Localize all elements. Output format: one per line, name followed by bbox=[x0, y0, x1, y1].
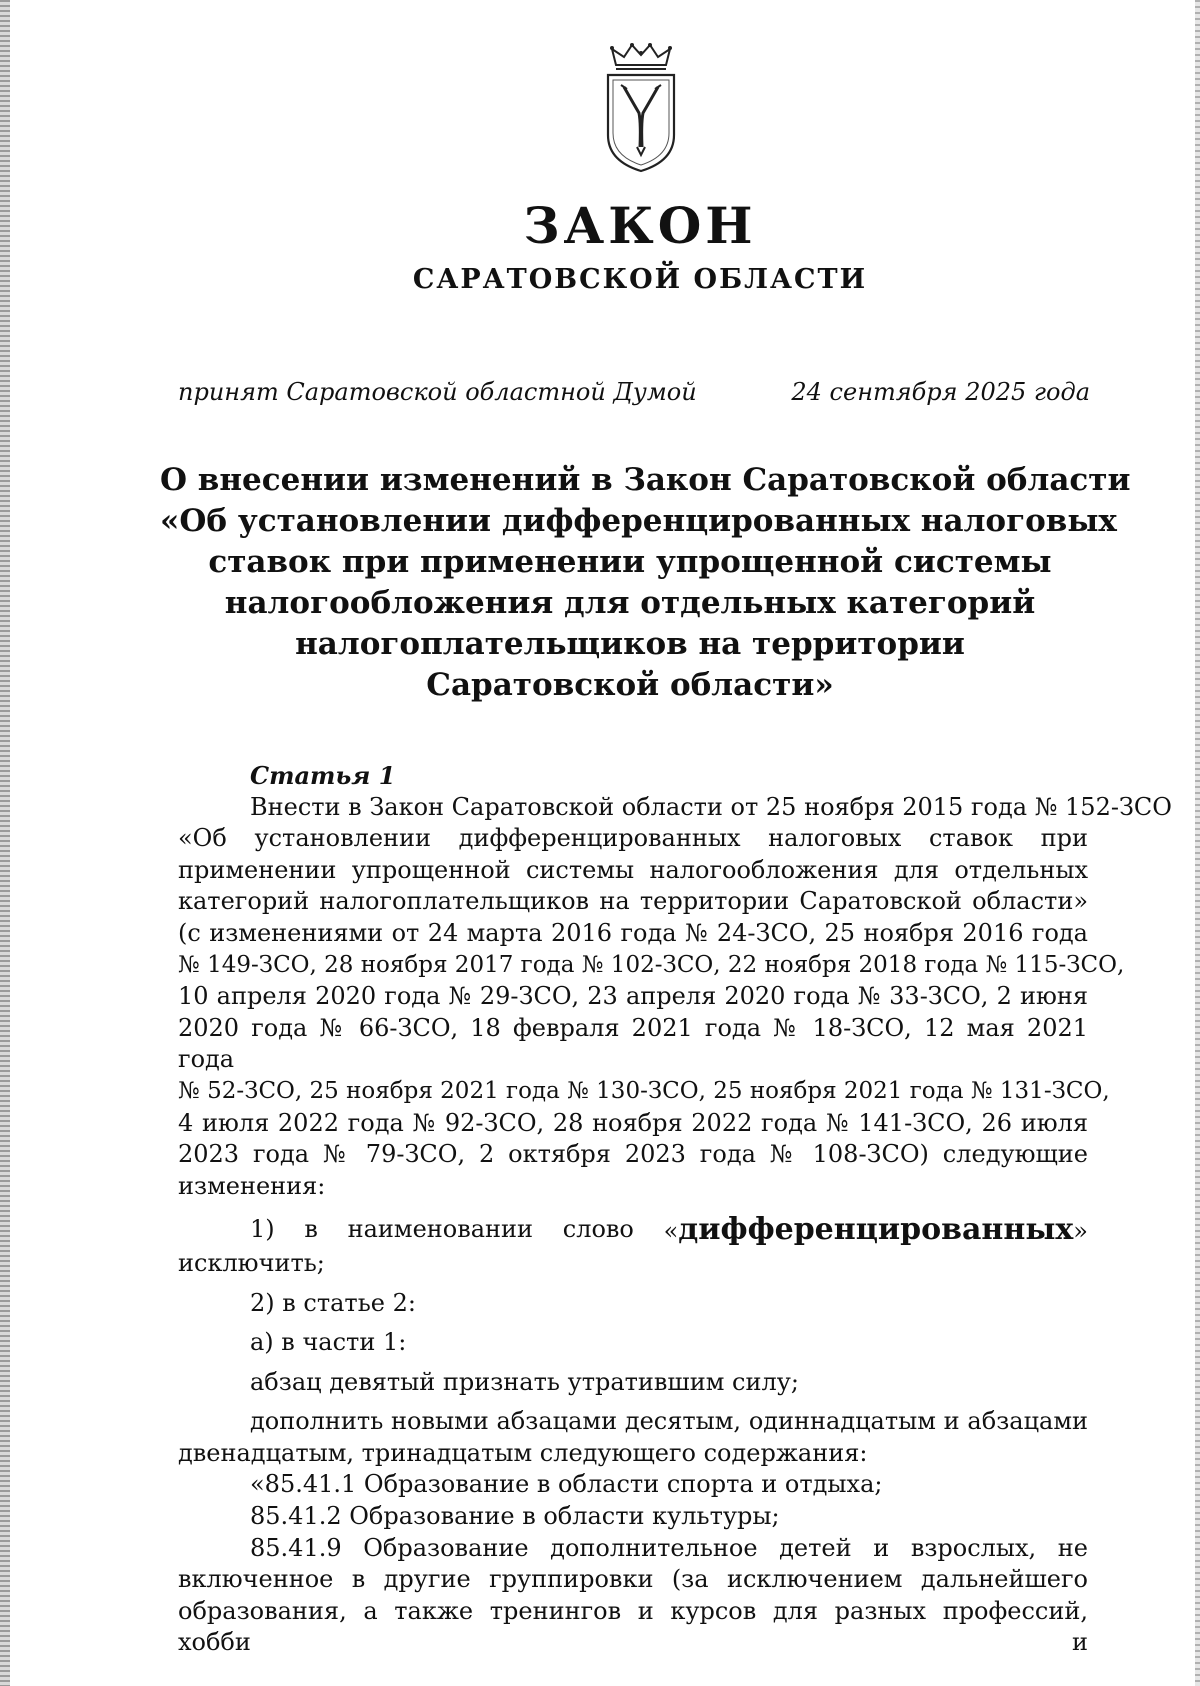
amendment-1-tail: исключить; bbox=[178, 1248, 325, 1277]
heading-line: Саратовской области» bbox=[426, 667, 834, 703]
article-intro bbox=[178, 792, 1172, 1203]
adopted-by-text: принят Саратовской областной Думой bbox=[178, 378, 697, 406]
code-85-41-1: «85.41.1 Образование в области спорта и отдыха; bbox=[250, 1470, 883, 1499]
amendment-word: слово bbox=[562, 1215, 634, 1244]
heading-line: налогоплательщиков на территории bbox=[295, 626, 965, 662]
intro-line: 4 июля 2022 года № 92-ЗСО, 28 ноября 2022 года № 141-ЗСО, 26 июля bbox=[178, 1108, 1088, 1137]
document-body bbox=[178, 760, 1172, 1659]
law-region-subtitle: САРАТОВСКОЙ ОБЛАСТИ bbox=[412, 264, 868, 295]
add-line: дополнить новыми абзацами десятым, одиннадцатым и абзацами bbox=[250, 1407, 1088, 1436]
intro-line: 2020 года № 66-ЗСО, 18 февраля 2021 года № 18-ЗСО, 12 мая 2021 года bbox=[178, 1013, 1088, 1074]
heading-line: ставок при применении упрощенной системы bbox=[208, 544, 1052, 580]
heading-line: налогообложения для отдельных категорий bbox=[224, 585, 1036, 621]
heading-line: «Об установлении дифференцированных налоговых bbox=[160, 503, 1117, 539]
intro-line: 10 апреля 2020 года № 29-ЗСО, 23 апреля 2020 года № 33-ЗСО, 2 июня bbox=[178, 982, 1088, 1011]
adoption-date: 24 сентября 2025 года bbox=[791, 378, 1090, 406]
code9-line: включенное в другие группировки (за исключением дальнейшего bbox=[178, 1565, 1088, 1594]
code-85-41-2: 85.41.2 Образование в области культуры; bbox=[250, 1502, 780, 1531]
code-85-41-9 bbox=[178, 1533, 1088, 1659]
paragraph-nine: абзац девятый признать утратившим силу; bbox=[250, 1367, 799, 1396]
article-title: Статья 1 bbox=[250, 761, 396, 790]
amendment-2: 2) в статье 2: bbox=[250, 1288, 416, 1317]
amendment-quoted-word: «дифференцированных» bbox=[663, 1212, 1088, 1248]
part-a: а) в части 1: bbox=[250, 1328, 407, 1357]
intro-line: применении упрощенной системы налогообложения для отдельных bbox=[178, 855, 1088, 884]
intro-line: № 52-ЗСО, 25 ноября 2021 года № 130-ЗСО, 25 ноября 2021 года № 131-ЗСО, bbox=[178, 1077, 1110, 1104]
code9-line: образования, а также тренингов и курсов для разных профессий, хобби и bbox=[178, 1596, 1088, 1657]
intro-line: (с изменениями от 24 марта 2016 года № 24-ЗСО, 25 ноября 2016 года bbox=[178, 918, 1088, 947]
document-heading bbox=[160, 460, 1131, 706]
amendment-1 bbox=[178, 1214, 1088, 1248]
amendment-word: наименовании bbox=[347, 1215, 534, 1244]
code9-line: 85.41.9 Образование дополнительное детей и взрослых, не bbox=[250, 1533, 1088, 1562]
add-line: двенадцатым, тринадцатым следующего содержания: bbox=[178, 1438, 868, 1467]
intro-line: Внести в Закон Саратовской области от 25 ноября 2015 года № 152-ЗСО bbox=[250, 792, 1172, 821]
saratov-coat-of-arms-emblem bbox=[604, 43, 678, 173]
amendment-number: 1) bbox=[250, 1215, 275, 1244]
excluded-word: дифференцированных bbox=[678, 1212, 1074, 1248]
amendment-word: в bbox=[304, 1215, 318, 1244]
heading-line: О внесении изменений в Закон Саратовской области bbox=[160, 462, 1131, 498]
intro-line: 2023 года № 79-ЗСО, 2 октября 2023 года № 108-ЗСО) следующие bbox=[178, 1140, 1088, 1169]
intro-line: «Об установлении дифференцированных налоговых ставок при bbox=[178, 824, 1088, 853]
intro-line: категорий налогоплательщиков на территории Саратовской области» bbox=[178, 887, 1088, 916]
intro-line: № 149-ЗСО, 28 ноября 2017 года № 102-ЗСО, 22 ноября 2018 года № 115-ЗСО, bbox=[178, 951, 1125, 978]
law-title: ЗАКОН bbox=[523, 196, 757, 255]
add-paragraphs bbox=[178, 1406, 1088, 1469]
intro-line: изменения: bbox=[178, 1171, 326, 1200]
